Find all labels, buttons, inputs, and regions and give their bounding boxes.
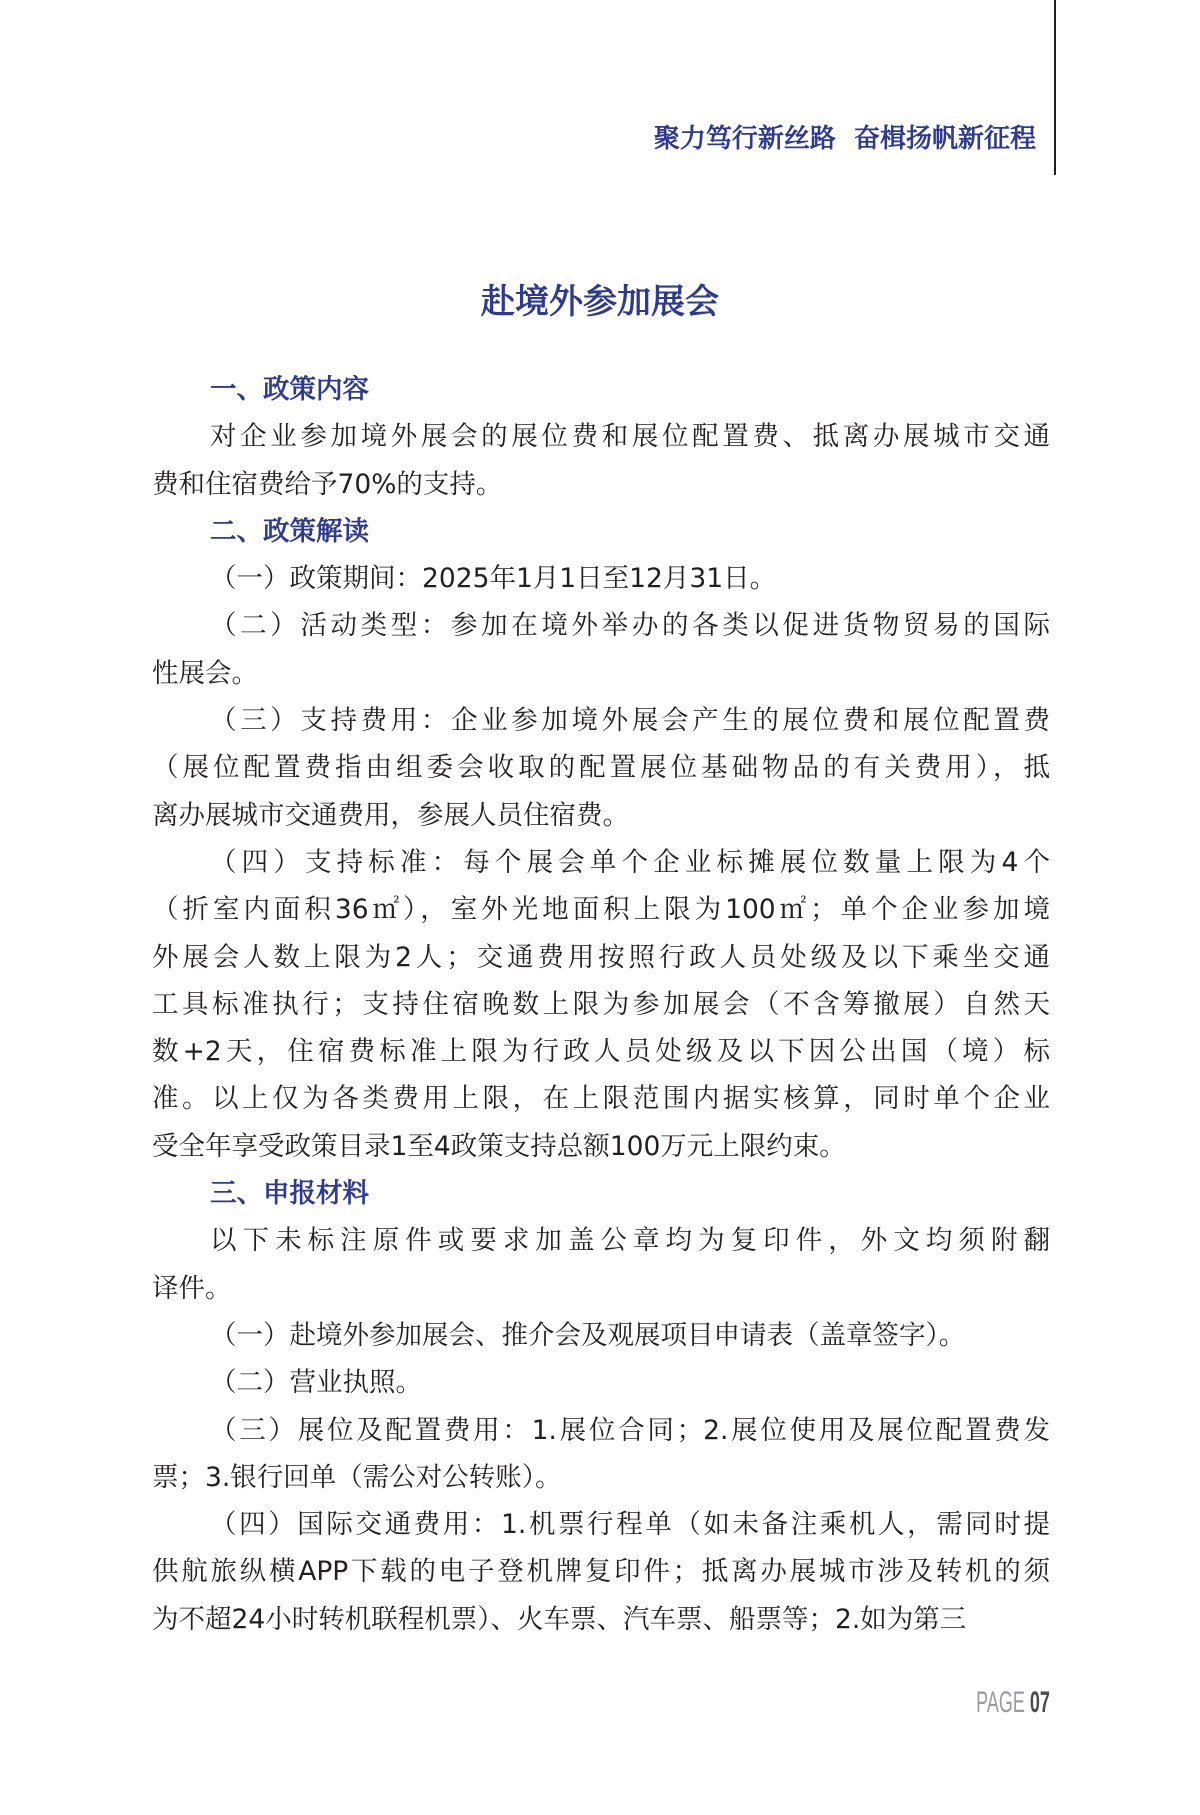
paragraph-line: 数+2天，住宿费标准上限为行政人员处级及以下因公出国（境）标 xyxy=(152,1036,1050,1068)
paragraph-line: 以下未标注原件或要求加盖公章均为复印件，外文均须附翻 xyxy=(210,1225,1050,1257)
paragraph-line: 性展会。 xyxy=(152,657,258,689)
paragraph-line: 受全年享受政策目录1至4政策支持总额100万元上限约束。 xyxy=(152,1130,846,1162)
paragraph-line: 离办展城市交通费用，参展人员住宿费。 xyxy=(152,799,629,831)
paragraph-line: （二）营业执照。 xyxy=(210,1367,422,1399)
paragraph-line: 准。以上仅为各类费用上限，在上限范围内据实核算，同时单个企业 xyxy=(152,1083,1050,1115)
paragraph-line: 供航旅纵横APP下载的电子登机牌复印件；抵离办展城市涉及转机的须 xyxy=(152,1556,1050,1588)
section-heading: 二、政策解读 xyxy=(210,515,369,547)
paragraph-line: （四）支持标准：每个展会单个企业标摊展位数量上限为4个 xyxy=(210,846,1050,878)
page-title: 赴境外参加展会 xyxy=(481,282,719,322)
paragraph-line: 票；3.银行回单（需公对公转账）。 xyxy=(152,1461,562,1493)
paragraph-line: （三）支持费用：企业参加境外展会产生的展位费和展位配置费 xyxy=(210,705,1050,737)
paragraph-line: （折室内面积36㎡），室外光地面积上限为100㎡；单个企业参加境 xyxy=(152,894,1050,926)
page-number-value: 07 xyxy=(1029,1686,1050,1719)
header-slogan: 聚力笃行新丝路 奋楫扬帆新征程 xyxy=(653,124,1036,154)
header-rule xyxy=(1054,0,1056,175)
paragraph-line: 外展会人数上限为2人；交通费用按照行政人员处级及以下乘坐交通 xyxy=(152,941,1050,973)
paragraph-line: （一）政策期间：2025年1月1日至12月31日。 xyxy=(210,563,777,595)
section-heading: 一、政策内容 xyxy=(210,374,369,405)
paragraph-line: 对企业参加境外展会的展位费和展位配置费、抵离办展城市交通 xyxy=(210,421,1050,453)
paragraph-line: 为不超24小时转机联程机票）、火车票、汽车票、船票等；2.如为第三 xyxy=(152,1603,967,1635)
section-heading: 三、申报材料 xyxy=(210,1178,369,1210)
page-label: PAGE xyxy=(976,1686,1025,1719)
paragraph-line: 译件。 xyxy=(152,1272,232,1304)
paragraph-line: （展位配置费指由组委会收取的配置展位基础物品的有关费用），抵 xyxy=(152,752,1050,784)
paragraph-line: （一）赴境外参加展会、推介会及观展项目申请表（盖章签字）。 xyxy=(210,1319,966,1351)
paragraph-line: （三）展位及配置费用：1.展位合同；2.展位使用及展位配置费发 xyxy=(210,1414,1050,1446)
page-number xyxy=(976,1686,1050,1720)
paragraph-line: 费和住宿费给予70%的支持。 xyxy=(152,468,503,500)
paragraph-line: （四）国际交通费用：1.机票行程单（如未备注乘机人，需同时提 xyxy=(210,1509,1050,1541)
paragraph-line: （二）活动类型：参加在境外举办的各类以促进货物贸易的国际 xyxy=(210,610,1050,642)
document-body xyxy=(152,366,1050,1643)
paragraph-line: 工具标准执行；支持住宿晚数上限为参加展会（不含筹撤展）自然天 xyxy=(152,988,1050,1020)
